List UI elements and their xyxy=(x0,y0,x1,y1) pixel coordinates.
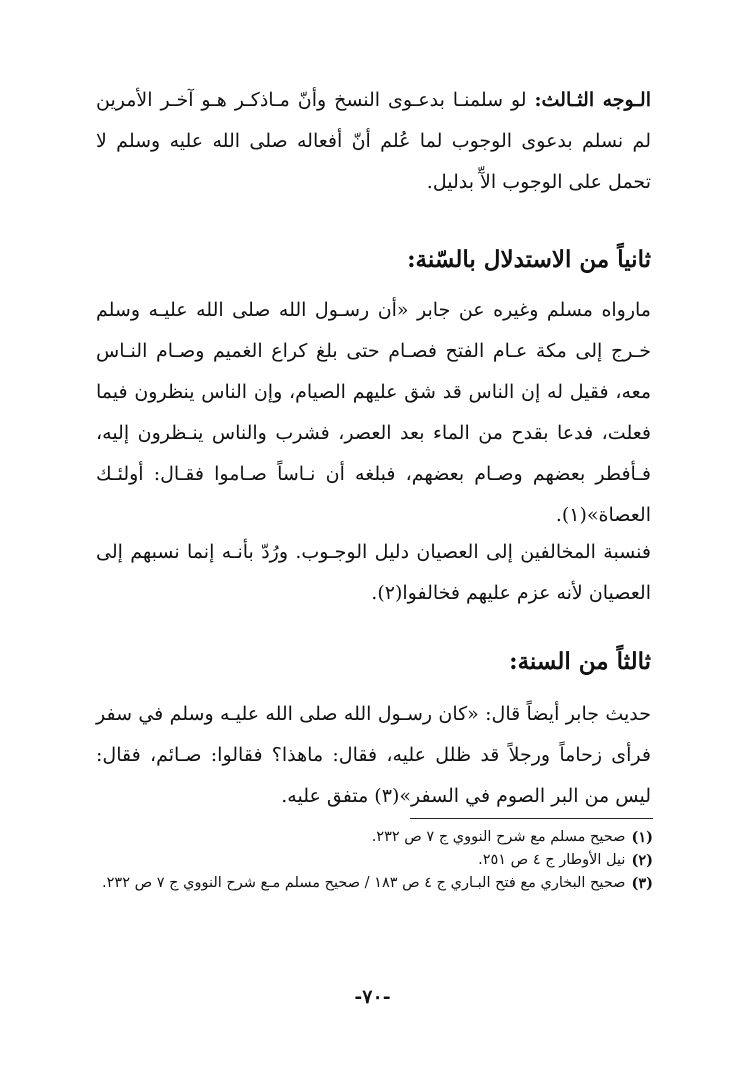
page-number: -٧٠- xyxy=(354,986,391,1008)
paragraph-lead: الـوجه الثـالث: xyxy=(534,89,651,111)
footnote-number: (٢) xyxy=(631,852,653,869)
footnote-divider xyxy=(410,818,653,819)
footnote-number: (٣) xyxy=(631,875,653,892)
paragraph-third-aspect xyxy=(96,80,651,203)
footnote-item xyxy=(96,849,653,872)
section-heading-third: ثالثاً من السنة: xyxy=(509,648,651,675)
paragraph-text: لو سلمنـا بدعـوى النسخ وأنّ مـاذكـر هـو آخـر الأمرين لم نسلم بدعوى الوجوب لما عُلم أنّ أفعاله صلى الله عليه وسلم لا تحمل على الوجوب الآّ بدليل. xyxy=(96,89,651,193)
footnote-item xyxy=(96,872,653,895)
paragraph-jabir-travel: حديث جابر أيضاً قال: «كان رسـول الله صلى الله عليـه وسلم في سفر فرأى زحاماً ورجلاً قد ظلل عليه، فقال: ماهذا؟ فقالوا: صـائم، فقال: ليس من البر الصوم في السفر»(٣) متفق عليه. xyxy=(96,703,651,807)
footnote-text: صحيح مسلم مع شرح النووي ج ٧ ص ٢٣٢. xyxy=(371,829,626,845)
footnote-item xyxy=(96,826,653,849)
footnotes-list xyxy=(96,826,653,895)
footnote-text: نيل الأوطار ج ٤ ص ٢٥١. xyxy=(478,852,626,868)
section-heading-second: ثانياً من الاستدلال بالسّنة: xyxy=(407,246,651,273)
paragraph-jabir-hadith: مارواه مسلم وغيره عن جابر «أن رسـول الله صلى الله عليـه وسلم خـرج إلى مكة عـام الفتح فصـام حتى بلغ كراع الغميم وصـام النـاس معه، فقيل له إن الناس قد شق عليهم الصيام، وإن الناس ينظرون فيما فعلت، فدعا بقدح من الماء بعد العصر، فشرب والناس ينـظرون إليه، فـأفطر بعضهم وصـام بعضهم، فبلغه أن نـاساً صـاموا فقـال: أولئـك العصاة»(١). xyxy=(96,299,651,526)
footnote-text: صحيح البخاري مع فتح البـاري ج ٤ ص ١٨٣ / صحيح مسلم مـع شرح النووي ج ٧ ص ٢٣٢. xyxy=(102,875,626,891)
paragraph-refutation: فنسبة المخالفين إلى العصيان دليل الوجـوب. ورُدّ بأنـه إنما نسبهم إلى العصيان لأنه عزم عليهم فخالفوا(٢). xyxy=(96,541,651,604)
footnote-number: (١) xyxy=(631,829,653,846)
